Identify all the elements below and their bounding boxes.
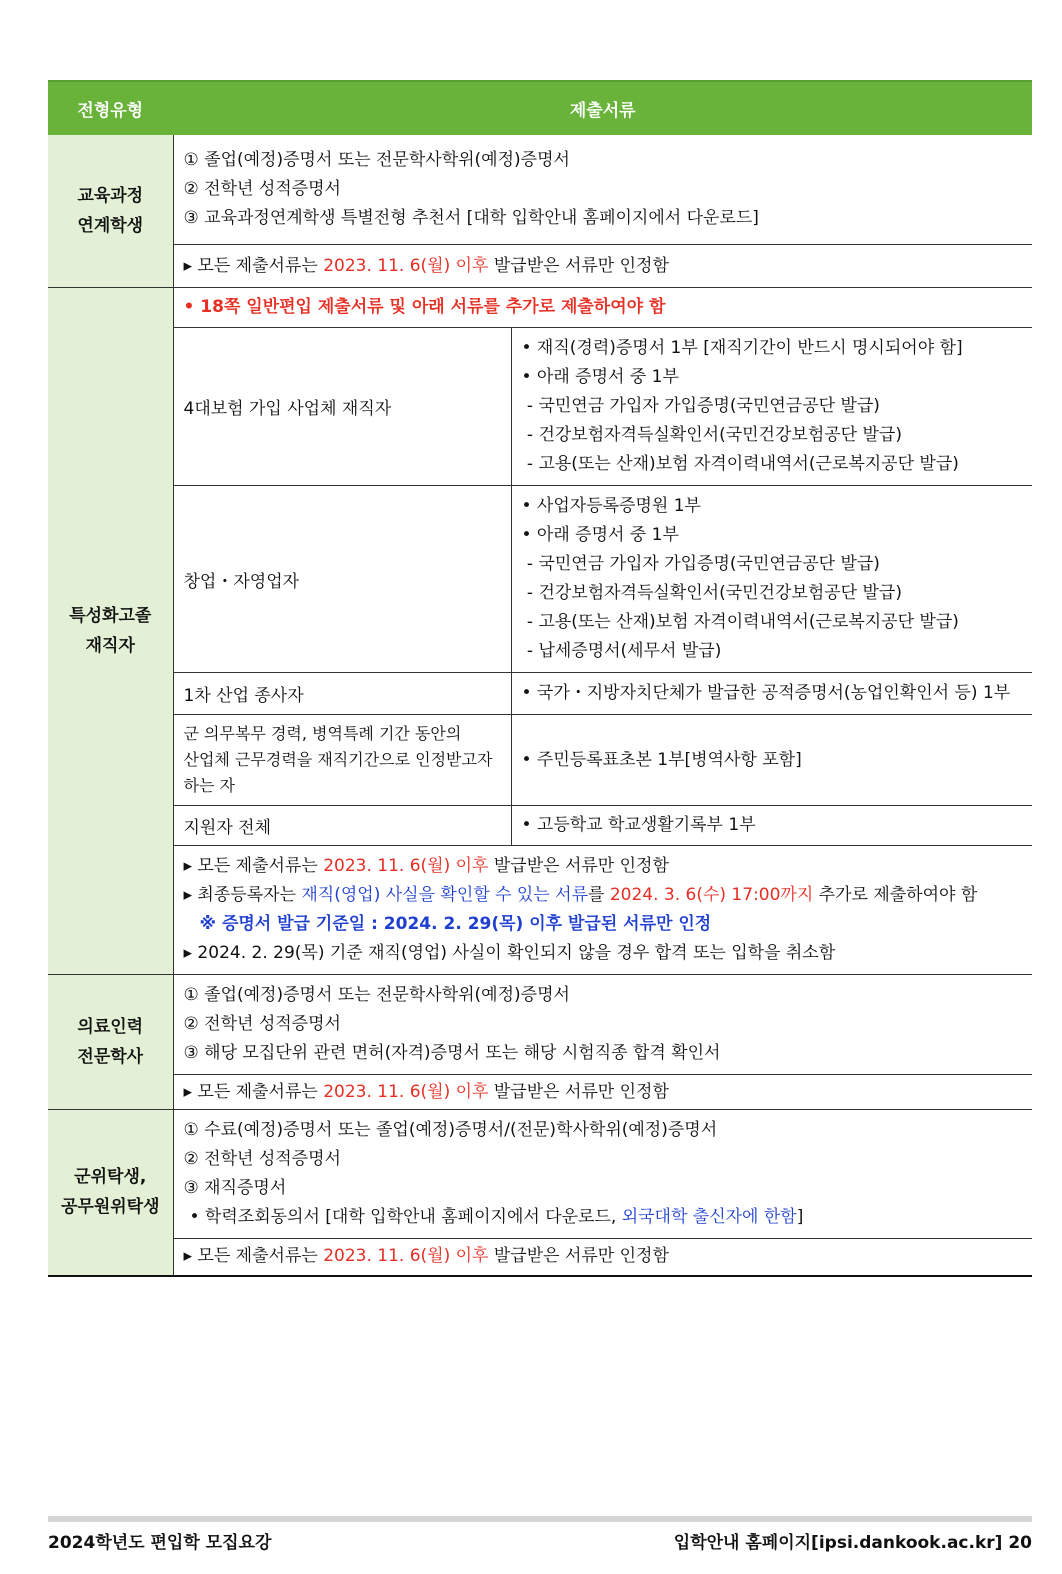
- row-docs: [511, 328, 1032, 486]
- doc-list: ① 수료(예정)증명서 또는 졸업(예정)증명서/(전문)학사학위(예정)증명서 ② 전학년 성적증명서 ③ 재직증명서 • 학력조회동의서 [대학 입학안내 홈페이지에서 다운로드, 외국대학 출신자에 한함]: [173, 1110, 1032, 1239]
- header-documents: 제출서류: [173, 81, 1032, 135]
- footer-page-info: 입학안내 홈페이지[ipsi.dankook.ac.kr] 20: [673, 1533, 1032, 1553]
- list-item: ① 졸업(예정)증명서 또는 전문학사학위(예정)증명서: [183, 985, 570, 1005]
- list-item: • 아래 증명서 중 1부: [521, 367, 679, 387]
- list-item: - 납세증명서(세무서 발급): [521, 641, 722, 661]
- list-item: - 고용(또는 산재)보험 자격이력내역서(근로복지공단 발급): [521, 612, 959, 632]
- row-label: 1차 산업 종사자: [173, 673, 511, 715]
- documents-table: [48, 80, 1032, 1277]
- table-row: [48, 975, 1032, 1075]
- list-item: ③ 교육과정연계학생 특별전형 추천서 [대학 입학안내 홈페이지에서 다운로드]: [183, 208, 759, 228]
- list-item: • 고등학교 학교생활기록부 1부: [521, 815, 756, 835]
- table-row: [48, 673, 1032, 715]
- row-docs: [511, 715, 1032, 806]
- footer-title: 2024학년도 편입학 모집요강: [48, 1533, 272, 1553]
- list-item: - 국민연금 가입자 가입증명(국민연금공단 발급): [521, 554, 880, 574]
- list-item: • 재직(경력)증명서 1부 [재직기간이 반드시 명시되어야 함]: [521, 338, 963, 358]
- row-docs: [511, 806, 1032, 846]
- list-item: ③ 해당 모집단위 관련 면허(자격)증명서 또는 해당 시험직종 합격 확인서: [183, 1043, 721, 1063]
- list-item: ② 전학년 성적증명서: [183, 1014, 341, 1034]
- note: ▸ 모든 제출서류는 2023. 11. 6(월) 이후 발급받은 서류만 인정함: [173, 245, 1032, 288]
- row-label: 군 의무복무 경력, 병역특례 기간 동안의 산업체 근무경력을 재직기간으로 인정받고자 하는 자: [173, 715, 511, 806]
- row-docs: [511, 486, 1032, 673]
- table-row: [48, 806, 1032, 846]
- list-item: - 국민연금 가입자 가입증명(국민연금공단 발급): [521, 396, 880, 416]
- list-item: ② 전학년 성적증명서: [183, 179, 341, 199]
- row-label: 지원자 전체: [173, 806, 511, 846]
- list-item: • 사업자등록증명원 1부: [521, 496, 701, 516]
- note: ▸ 모든 제출서류는 2023. 11. 6(월) 이후 발급받은 서류만 인정함: [173, 1239, 1032, 1276]
- type-medical-associate: 의료인력 전문학사: [48, 975, 173, 1110]
- list-item: • 아래 증명서 중 1부: [521, 525, 679, 545]
- list-item: • 국가・지방자치단체가 발급한 공적증명서(농업인확인서 등) 1부: [521, 683, 1011, 703]
- table-row: [48, 1075, 1032, 1110]
- table-row: [48, 135, 1032, 245]
- list-item: ③ 재직증명서: [183, 1178, 287, 1198]
- notes: ▸ 모든 제출서류는 2023. 11. 6(월) 이후 발급받은 서류만 인정함 ▸ 최종등록자는 재직(영업) 사실을 확인할 수 있는 서류를 2024. 3. 6(수) 17:00까지 추가로 제출하여야 함 ※ 증명서 발급 기준일 : 2024. 2. 29(목) 이후 발급된 서류만 인정 ▸ 2024. 2. 29(목) 기준 재직(영업) 사실이 확인되지 않을 경우 합격 또는 입학을 취소함: [173, 846, 1032, 975]
- footer-divider: [48, 1516, 1032, 1522]
- list-item: ② 전학년 성적증명서: [183, 1149, 341, 1169]
- row-docs: [511, 673, 1032, 715]
- type-commissioned: 군위탁생, 공무원위탁생: [48, 1110, 173, 1276]
- list-item: - 건강보험자격득실확인서(국민건강보험공단 발급): [521, 425, 902, 445]
- note: ▸ 모든 제출서류는 2023. 11. 6(월) 이후 발급받은 서류만 인정함: [173, 1075, 1032, 1110]
- table-row: [48, 715, 1032, 806]
- type-education-linked: 교육과정 연계학생: [48, 135, 173, 288]
- table-row: [48, 245, 1032, 288]
- doc-list: [173, 975, 1032, 1075]
- table-header: [48, 81, 1032, 135]
- doc-list: [173, 135, 1032, 245]
- table-row: [48, 328, 1032, 486]
- table-row: [48, 288, 1032, 328]
- top-note: • 18쪽 일반편입 제출서류 및 아래 서류를 추가로 제출하여야 함: [173, 288, 1032, 328]
- table-row: [48, 1110, 1032, 1239]
- row-label: 창업・자영업자: [173, 486, 511, 673]
- list-item: - 건강보험자격득실확인서(국민건강보험공단 발급): [521, 583, 902, 603]
- list-item: ① 졸업(예정)증명서 또는 전문학사학위(예정)증명서: [183, 150, 570, 170]
- list-item: ① 수료(예정)증명서 또는 졸업(예정)증명서/(전문)학사학위(예정)증명서: [183, 1120, 718, 1140]
- table-row: [48, 486, 1032, 673]
- header-type: 전형유형: [48, 81, 173, 135]
- type-vocational-employee: 특성화고졸 재직자: [48, 288, 173, 975]
- table-row: [48, 1239, 1032, 1276]
- list-item: - 고용(또는 산재)보험 자격이력내역서(근로복지공단 발급): [521, 454, 959, 474]
- row-label: 4대보험 가입 사업체 재직자: [173, 328, 511, 486]
- table-row: [48, 846, 1032, 975]
- list-item: • 주민등록표초본 1부[병역사항 포함]: [521, 749, 802, 770]
